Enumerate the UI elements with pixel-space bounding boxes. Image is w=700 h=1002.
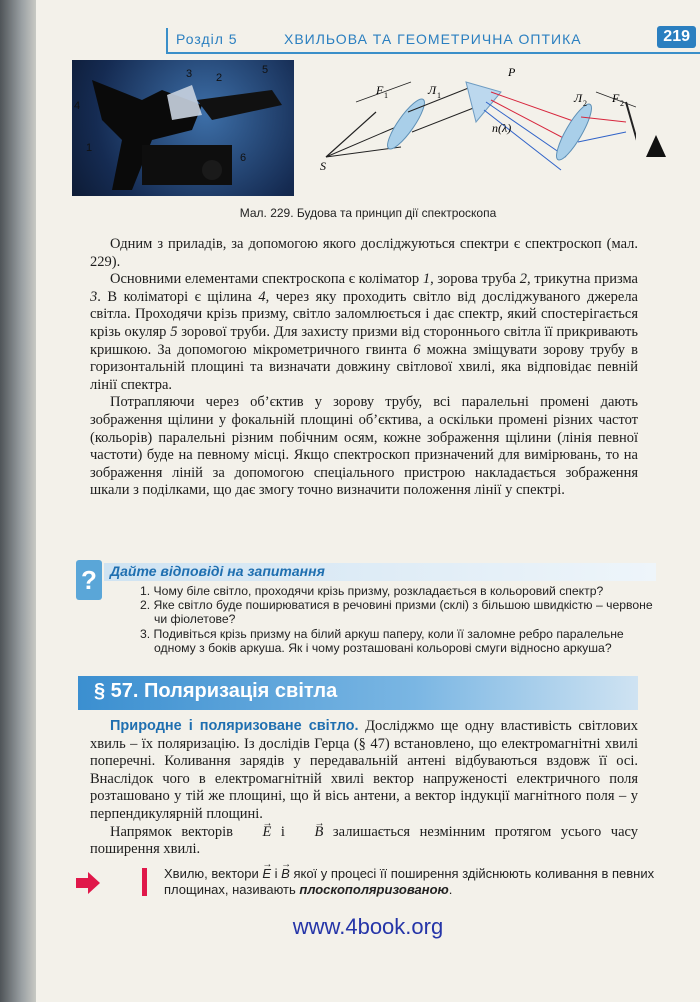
- definition-bar: [142, 868, 147, 896]
- page-number: 219: [657, 26, 696, 48]
- paragraph-2: Основними елементами спектроскопа є коліматор 1, зорова труба 2, трикутна призма 3. В коліматорі є щілина 4, через яку проходить світло від досліджуваного джерела світла. Проходячи крізь призму, світло заломлюється і дає спектр, який спостерігається крізь окуляр 5 зорової труби. Для захисту призми від стороннього світла її прикривають кришкою. За допомогою мікрометричного гвинта 6 можна зміщувати зорову трубу в горизонтальній площині та визначати довжину світлової хвилі, яка відповідає певній лінії спектра.: [90, 271, 638, 393]
- spectroscope-diagram: [316, 62, 636, 198]
- label-l1: Л: [428, 83, 437, 97]
- section-text: [90, 718, 638, 859]
- question-icon: ?: [76, 560, 102, 600]
- section-paragraph-1: Природне і поляризоване світло. Досліджмо ще одну властивість світлових хвиль – їх поляризацію. Із дослідів Герца (§ 47) встановлено, що електромагнітні хвилі поперечні. Коливання зарядів у передавальній антені відбуваються вздовж її осі. Внаслідок чого в електромагнітній хвилі вектор напруженості електричного поля розташовано у тій же площині, що й вісь антени, а вектор індукції магнітного поля – у перпендикулярній площині.: [90, 718, 638, 822]
- header-section: Розділ 5: [176, 31, 238, 47]
- label-s: S: [320, 159, 326, 173]
- spectroscope-photo: [72, 60, 294, 196]
- definition-block: [74, 866, 674, 906]
- question-item: 2. Яке світло буде поширюватися в речовині призми (склі) з більшою швидкістю – червоне чи фіолетове?: [140, 598, 653, 627]
- photo-label-6: 6: [240, 152, 247, 164]
- section-paragraph-2: Напрямок векторів → E і → B залишається незмінним протягом усього часу поширення хвилі.: [90, 824, 638, 859]
- page-header: [166, 28, 700, 54]
- photo-label-2: 2: [216, 72, 223, 84]
- vector-b: → B: [295, 824, 324, 842]
- bookmark-triangle-icon: [646, 135, 666, 157]
- figure-caption: Мал. 229. Будова та принцип дії спектроскопа: [239, 206, 497, 220]
- questions-list: [140, 584, 656, 655]
- photo-label-4: 4: [74, 100, 81, 112]
- book-page: [36, 0, 700, 1002]
- label-f2: F: [612, 91, 620, 105]
- spectroscope-illustration: [72, 60, 294, 196]
- definition-term: плоскополяризованою: [299, 882, 449, 897]
- label-p: P: [508, 65, 516, 79]
- definition-arrow-icon: [74, 868, 104, 898]
- questions-header: [104, 563, 656, 581]
- label-l2: Л: [574, 91, 583, 105]
- section-title: § 57. Поляризація світла: [94, 680, 338, 702]
- question-item: 1. Чому біле світло, проходячи крізь призму, розкладається в кольоровий спектр?: [140, 584, 604, 598]
- questions-block: [76, 560, 656, 660]
- photo-label-5: 5: [262, 64, 269, 76]
- label-n: n(λ): [492, 121, 512, 135]
- photo-label-3: 3: [186, 68, 193, 80]
- label-l1-sub: 1: [437, 91, 441, 100]
- watermark-link[interactable]: www.4book.org: [292, 914, 444, 939]
- question-item: 3. Подивіться крізь призму на білий аркуш паперу, коли її заломне ребро паралельне одному з боків аркуша. Як і чому розташовані кольорові смуги відносно аркуша?: [140, 626, 624, 655]
- vector-e: → E: [243, 824, 272, 842]
- paragraph-3: Потрапляючи через об’єктив у зорову трубу, всі паралельні промені дають зображення щілини у фокальній площині об’єктива, а оскільки промені різних частот (кольорів) паралельні різним побічним осям, кожне зображення щілини (лінія певної частоти) буде на певному місці. Якщо спектроскоп призначений для вимірювань, то на зображення ліній за допомогою спеціального пристрою накладається зображення шкали з поділками, що дає змогу точно визначити положення лінії у спектрі.: [90, 394, 638, 499]
- photo-label-1: 1: [86, 142, 93, 154]
- label-f2-sub: 2: [620, 99, 624, 108]
- section-subhead: Природне і поляризоване світло.: [110, 718, 359, 734]
- label-f1: F: [376, 83, 384, 97]
- label-f1-sub: 1: [384, 91, 388, 100]
- questions-title: Дайте відповіді на запитання: [110, 563, 325, 579]
- section-banner: [78, 676, 638, 710]
- label-l2-sub: 2: [583, 99, 587, 108]
- book-binding: [0, 0, 36, 1002]
- definition-text: Хвилю, вектори → E і → B якої у процесі її поширення здійснюють коливання в певних площинах, називають плоскополяризованою.: [164, 866, 674, 898]
- paragraph-1: Одним з приладів, за допомогою якого досліджуються спектри є спектроскоп (мал. 229).: [90, 236, 638, 270]
- header-title: ХВИЛЬОВА ТА ГЕОМЕТРИЧНА ОПТИКА: [284, 31, 582, 47]
- body-text: [90, 236, 638, 500]
